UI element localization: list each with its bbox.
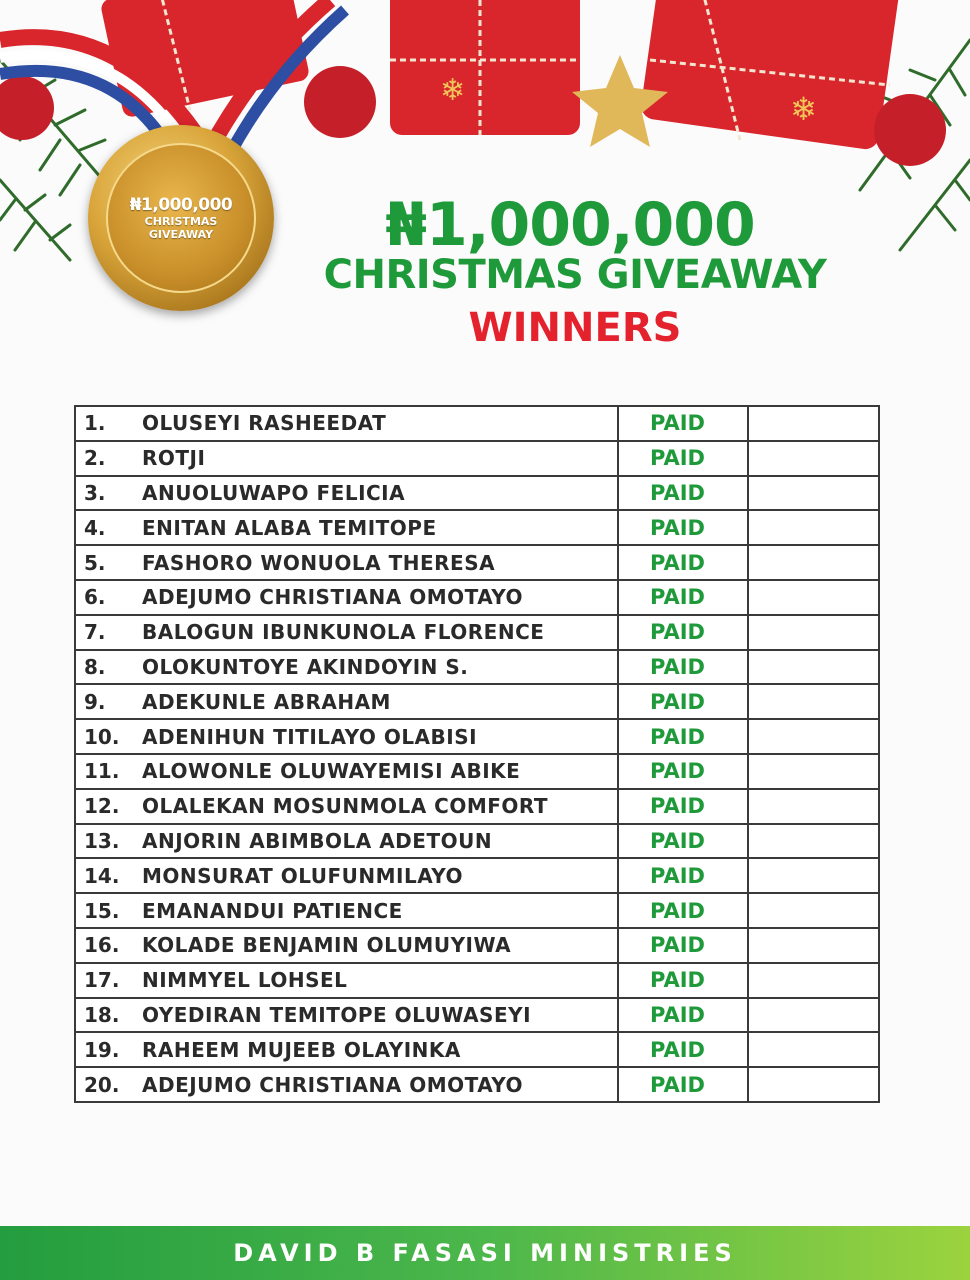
winner-name: OLUSEYI RASHEEDAT [142,411,387,436]
winner-name: ADENIHUN TITILAYO OLABISI [142,724,478,749]
table-row [75,476,879,511]
status-badge: PAID [618,719,748,754]
status-badge: PAID [618,824,748,859]
footer-banner [0,1226,970,1280]
winner-cell [75,510,618,545]
status-badge: PAID [618,928,748,963]
status-badge: PAID [618,963,748,998]
winner-number: 1. [84,411,106,436]
status-badge: PAID [618,580,748,615]
winners-table [74,405,880,1103]
winner-number: 10. [84,724,120,749]
empty-cell [748,510,879,545]
status-badge: PAID [618,1067,748,1102]
table-row [75,684,879,719]
svg-text:❄: ❄ [790,90,817,128]
empty-cell [748,1032,879,1067]
winner-cell [75,684,618,719]
winner-name: ANJORIN ABIMBOLA ADETOUN [142,828,493,853]
winner-cell [75,824,618,859]
table-row [75,858,879,893]
winner-cell [75,615,618,650]
table-row [75,650,879,685]
empty-cell [748,789,879,824]
winner-number: 4. [84,515,106,540]
winner-number: 18. [84,1002,120,1027]
winner-cell [75,928,618,963]
table-row [75,1032,879,1067]
winner-name: ENITAN ALABA TEMITOPE [142,515,437,540]
winner-number: 7. [84,620,106,645]
status-badge: PAID [618,441,748,476]
winner-cell [75,789,618,824]
status-badge: PAID [618,1032,748,1067]
winner-cell [75,754,618,789]
winner-number: 3. [84,480,106,505]
status-badge: PAID [618,858,748,893]
empty-cell [748,1067,879,1102]
winner-number: 9. [84,689,106,714]
winner-number: 13. [84,828,120,853]
winner-cell [75,1067,618,1102]
winner-cell [75,476,618,511]
winner-name: ADEJUMO CHRISTIANA OMOTAYO [142,1072,524,1097]
footer-org-name: DAVID B FASASI MINISTRIES [233,1239,737,1267]
status-badge: PAID [618,789,748,824]
winner-name: ROTJI [142,446,206,471]
status-badge: PAID [618,684,748,719]
winner-name: ADEKUNLE ABRAHAM [142,689,391,714]
winner-name: OLOKUNTOYE AKINDOYIN S. [142,654,469,679]
gift-box-center-icon [390,0,580,135]
medal-line-2: GIVEAWAY [148,228,214,241]
bauble-right-icon [874,94,946,166]
status-badge: PAID [618,650,748,685]
winner-cell [75,580,618,615]
empty-cell [748,963,879,998]
table-row [75,545,879,580]
table-row [75,963,879,998]
empty-cell [748,824,879,859]
winner-number: 16. [84,933,120,958]
winner-name: RAHEEM MUJEEB OLAYINKA [142,1037,461,1062]
medal-face [106,143,256,293]
winner-cell [75,406,618,441]
winner-name: ANUOLUWAPO FELICIA [142,480,406,505]
winner-number: 5. [84,550,106,575]
winner-name: ADEJUMO CHRISTIANA OMOTAYO [142,585,524,610]
empty-cell [748,858,879,893]
winner-number: 11. [84,759,120,784]
winner-number: 2. [84,446,106,471]
winner-number: 12. [84,794,120,819]
empty-cell [748,893,879,928]
status-badge: PAID [618,998,748,1033]
winner-cell [75,893,618,928]
empty-cell [748,650,879,685]
giveaway-medal [88,125,274,311]
winner-cell [75,998,618,1033]
table-row [75,719,879,754]
title-giveaway: CHRISTMAS GIVEAWAY [323,252,827,298]
winner-name: NIMMYEL LOHSEL [142,968,348,993]
winner-number: 14. [84,863,120,888]
medal-line-1: CHRISTMAS [144,215,218,228]
table-row [75,615,879,650]
table-row [75,441,879,476]
winner-number: 8. [84,654,106,679]
winners-table-body [75,406,879,1102]
winner-cell [75,963,618,998]
status-badge: PAID [618,545,748,580]
table-row [75,928,879,963]
table-row [75,754,879,789]
winner-number: 6. [84,585,106,610]
status-badge: PAID [618,510,748,545]
empty-cell [748,545,879,580]
empty-cell [748,684,879,719]
table-row [75,998,879,1033]
status-badge: PAID [618,754,748,789]
winner-cell [75,719,618,754]
winner-name: BALOGUN IBUNKUNOLA FLORENCE [142,620,545,645]
empty-cell [748,441,879,476]
svg-text:❄: ❄ [440,73,466,108]
winner-number: 20. [84,1072,120,1097]
winner-number: 15. [84,898,120,923]
medal-amount: ₦1,000,000 [129,195,233,215]
winner-name: MONSURAT OLUFUNMILAYO [142,863,464,888]
status-badge: PAID [618,476,748,511]
empty-cell [748,719,879,754]
status-badge: PAID [618,893,748,928]
empty-cell [748,928,879,963]
winner-cell [75,858,618,893]
gift-box-right-icon [639,0,901,151]
winner-cell [75,650,618,685]
table-row [75,789,879,824]
table-row [75,1067,879,1102]
empty-cell [748,615,879,650]
winner-name: OLALEKAN MOSUNMOLA COMFORT [142,794,549,819]
table-row [75,893,879,928]
table-row [75,580,879,615]
winner-number: 17. [84,968,120,993]
empty-cell [748,476,879,511]
table-row [75,510,879,545]
title-winners: WINNERS [468,305,682,351]
winner-name: EMANANDUI PATIENCE [142,898,403,923]
winner-name: FASHORO WONUOLA THERESA [142,550,496,575]
empty-cell [748,406,879,441]
empty-cell [748,754,879,789]
status-badge: PAID [618,406,748,441]
table-row [75,824,879,859]
bauble-center-icon [304,66,376,138]
title-amount: ₦1,000,000 [385,190,755,260]
empty-cell [748,998,879,1033]
winner-cell [75,1032,618,1067]
winner-cell [75,545,618,580]
winner-name: KOLADE BENJAMIN OLUMUYIWA [142,933,512,958]
winner-cell [75,441,618,476]
status-badge: PAID [618,615,748,650]
winner-number: 19. [84,1037,120,1062]
winner-name: ALOWONLE OLUWAYEMISI ABIKE [142,759,521,784]
winner-name: OYEDIRAN TEMITOPE OLUWASEYI [142,1002,532,1027]
table-row [75,406,879,441]
empty-cell [748,580,879,615]
